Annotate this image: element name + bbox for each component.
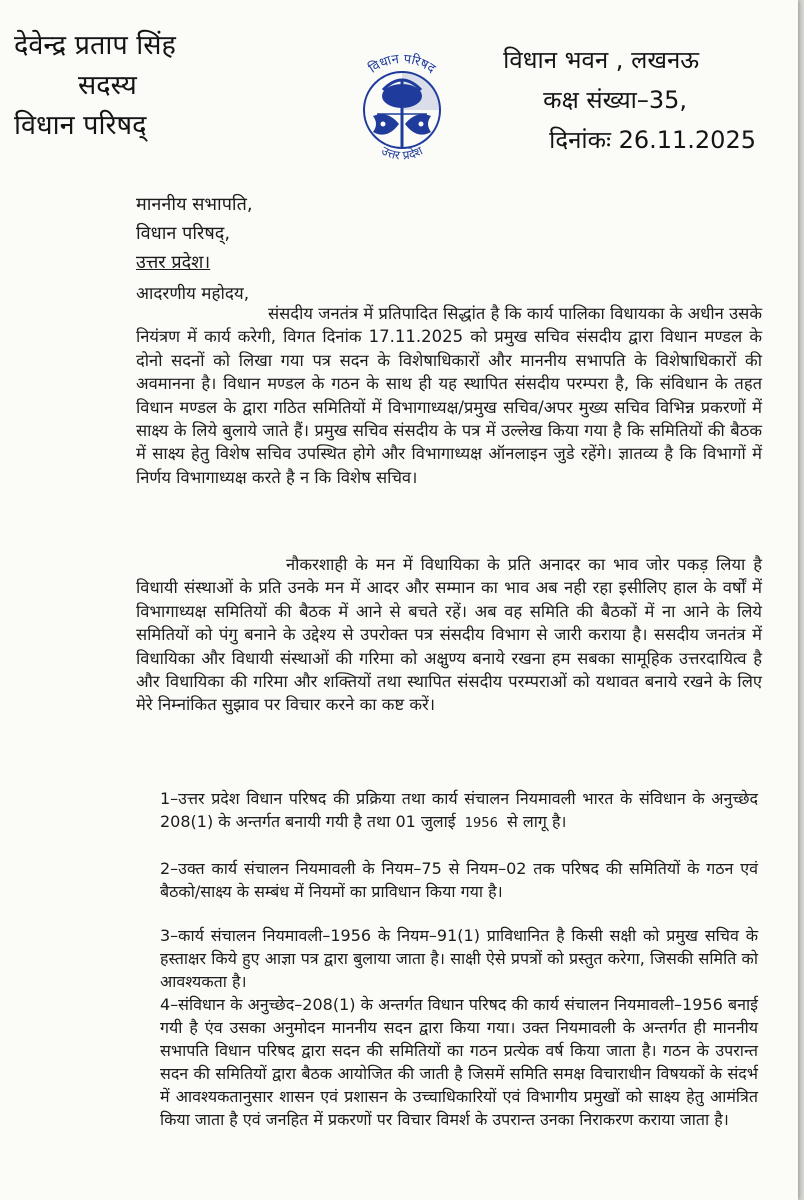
sender-designation: सदस्य: [78, 70, 137, 101]
suggestion-item: 4–संविधान के अनुच्छेद–208(1) के अन्तर्गत विधान परिषद की कार्य संचालन नियमावली–1956 बनाई गयी है एंव उसका अनुमोदन माननीय सदन द्वारा किया गया। उक्त नियमावली के अन्तर्गत ही माननीय सभापति विधान परिषद द्वारा सदन की समितियों का गठन प्रत्येक वर्ष किया जाता है। गठन के उपरान्त सदन की समितियों द्वारा बैठक आयोजित की जाती है जिसमें समिति समक्ष विचाराधीन विषयकों के संदर्भ में आवश्यकतानुसार शासन एवं प्रशासन के उच्चाधिकारियों एवं विभागीय प्रमुखों को साक्ष्य हेतु आमंत्रित किया जाता है एवं जनहित में प्रकरणों पर विचार विमर्श के उपरान्त उनका निराकरण कराया जाता है।: [160, 995, 758, 1129]
addressee-line: विधान परिषद्,: [136, 223, 231, 244]
date-label: दिनांकः: [549, 126, 611, 154]
sender-block: [14, 26, 176, 146]
emblem-top-text: विधान परिषद: [366, 51, 438, 77]
office-address: विधान भवन , लखनऊ: [503, 46, 700, 74]
sender-name: देवेन्द्र प्रताप सिंह: [14, 30, 176, 61]
office-block: [503, 40, 756, 160]
letter-date: [503, 120, 756, 160]
suggestion-item: 3–कार्य संचालन नियमावली–1956 के नियम–91(1) प्राविधानित है किसी सक्षी को प्रमुख सचिव के हस्ताक्षर किये हुए आज्ञा पत्र द्वारा बुलाया जाता है। साक्षी ऐसे प्रपत्रों को प्रस्तुत करेगा, जिसकी समिति को आवश्यकता है।: [160, 926, 758, 991]
salutation: आदरणीय महोदय,: [136, 284, 250, 304]
suggestion-text: 1–उत्तर प्रदेश विधान परिषद की प्रक्रिया तथा कार्य संचालन नियमावली भारत के संविधान के अनुच्छेद 208(1) के अन्तर्गत बनायी गयी है तथा 01 जुलाई: [160, 789, 758, 831]
sender-house: विधान परिषद्: [14, 110, 147, 141]
suggestion-item: 2–उक्त कार्य संचालन नियमावली के नियम–75 से नियम–02 तक परिषद की समितियों के गठन एवं बैठको/साक्ष्य के सम्बंध में नियमों का प्राविधान किया गया है।: [160, 859, 758, 901]
date-value: 26.11.2025: [618, 126, 756, 154]
suggestion-year: 1956: [464, 816, 498, 831]
suggestion-text: से लागू है।: [506, 812, 567, 831]
emblem-bottom-text: उत्तर प्रदेश: [379, 143, 425, 163]
body-paragraph: संसदीय जनतंत्र में प्रतिपादित सिद्धांत है कि कार्य पालिका विधायका के अधीन उसके नियंत्रण में कार्य करेगी, विगत दिनांक 17.11.2025 को प्रमुख सचिव संसदीय द्वारा विधान मण्डल के दोनो सदनों को लिखा गया पत्र सदन के विशेषाधिकारों और माननीय सभापति के विशेषाधिकारों की अवमानना है। विधान मण्डल के गठन के साथ ही यह स्थापित संसदीय परम्परा है, कि संविधान के तहत विधान मण्डल के द्वारा गठित समितियों में विभागाध्यक्ष/प्रमुख सचिव/अपर मुख्य सचिव विभिन्न प्रकरणों में साक्ष्य के लिये बुलाये जाते हैं। प्रमुख सचिव संसदीय के पत्र में उल्लेख किया गया है कि समितियों की बैठक में साक्ष्य हेतु विशेष सचिव उपस्थित होगे और विभागाध्यक्ष ऑनलाइन जुडे रहेंगे। ज्ञातव्य है कि विभागों में निर्णय विभागाध्यक्ष करते है न कि विशेष सचिव।: [136, 304, 762, 487]
body-paragraph: नौकरशाही के मन में विधायिका के प्रति अनादर का भाव जोर पकड़ लिया है विधायी संस्थाओं के प्रति उनके मन में आदर और सम्मान का भाव अब नही रहा इसीलिए हाल के वर्षों में विभागाध्यक्ष समितियों की बैठक में आने से बचते रहें। अब वह समिति की बैठकों में ना आने के लिये समितियों को पंगु बनाने के उद्देश्य से उपरोक्त पत्र संसदीय विभाग से जारी कराया है। ससदीय जनतंत्र में विधायिका और विधायी संस्थाओं की गरिमा को अक्षुण्य बनाये रखना हम सबका सामूहिक उत्तरदायित्व है और विधायिका की गरिमा और शक्तियों तथा स्थापित संसदीय परम्पराओं को यथावत बनाये रखने के लिए मेरे निम्नांकित सुझाव पर विचार करने का कष्ट करें।: [136, 555, 762, 715]
suggestion-item: [160, 787, 758, 835]
addressee-line: माननीय सभापति,: [136, 194, 253, 215]
addressee-line: उत्तर प्रदेश।: [136, 252, 211, 273]
addressee-block: [136, 190, 253, 277]
room-number: कक्ष संख्या–35,: [543, 86, 687, 114]
up-legislative-council-emblem-icon: [333, 50, 471, 170]
